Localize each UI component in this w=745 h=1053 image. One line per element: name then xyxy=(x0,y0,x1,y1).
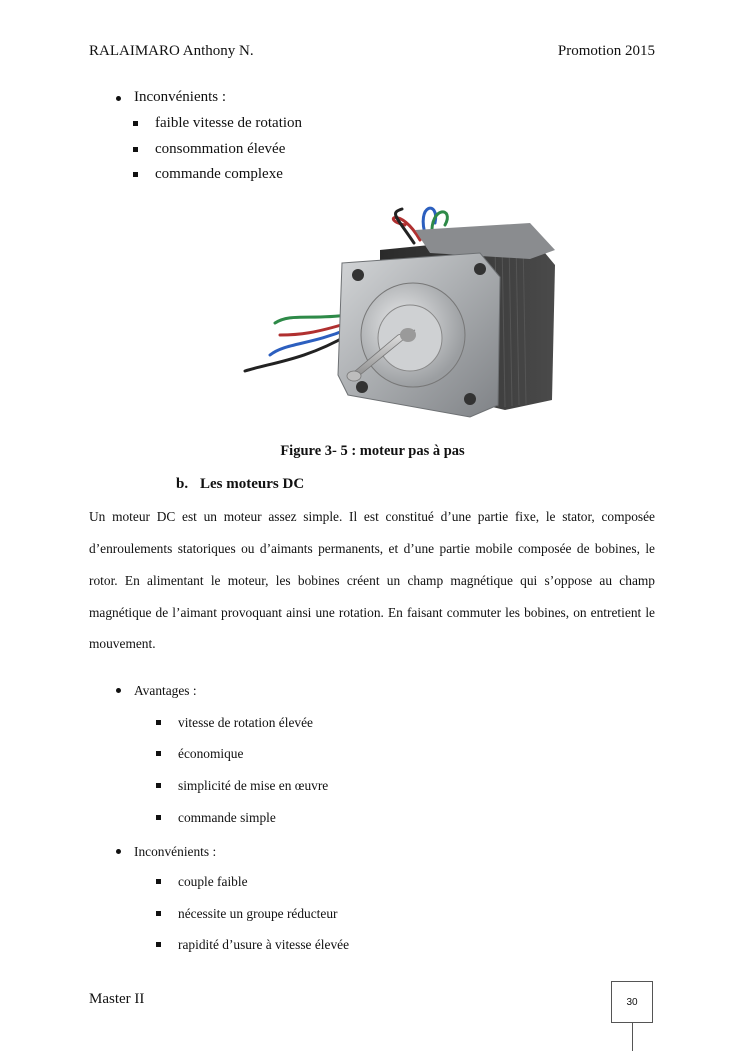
list-title: Inconvénients : xyxy=(134,89,227,105)
bullet-square-icon xyxy=(156,911,161,916)
bullet-square-icon xyxy=(156,783,161,788)
paragraph-line: mouvement. xyxy=(89,636,156,651)
list-item: économique xyxy=(178,746,244,761)
list-item: simplicité de mise en œuvre xyxy=(178,778,329,793)
list-item: commande complexe xyxy=(155,166,283,182)
list-title: Inconvénients : xyxy=(134,844,217,859)
list-item: rapidité d’usure à vitesse élevée xyxy=(178,937,350,952)
bullet-square-icon xyxy=(133,121,138,126)
bullet-square-icon xyxy=(156,751,161,756)
list-title: Avantages : xyxy=(134,683,197,698)
list-item: consommation élevée xyxy=(155,141,286,157)
bullet-square-icon xyxy=(133,147,138,152)
bullet-dot-icon xyxy=(116,688,121,693)
bullet-dot-icon xyxy=(116,849,121,854)
bullet-square-icon xyxy=(156,720,161,725)
header-author: RALAIMARO Anthony N. xyxy=(89,43,254,59)
paragraph-line: rotor. En alimentant le moteur, les bobines créent un champ magnétique qui s’oppose au champ xyxy=(89,573,655,588)
list-item: commande simple xyxy=(178,810,276,825)
bullet-square-icon xyxy=(156,815,161,820)
list-item: faible vitesse de rotation xyxy=(155,115,303,131)
paragraph-line: magnétique de l’aimant provoquant ainsi une rotation. En faisant commuter les bobines, on entretient le xyxy=(89,605,655,620)
list-item: couple faible xyxy=(178,874,248,889)
bullet-square-icon xyxy=(156,879,161,884)
footer-label: Master II xyxy=(89,991,145,1007)
list-item: nécessite un groupe réducteur xyxy=(178,906,338,921)
paragraph-line: Un moteur DC est un moteur assez simple. Il est constitué d’une partie fixe, le stator, composée xyxy=(89,509,655,524)
bullet-square-icon xyxy=(133,172,138,177)
page-number-line xyxy=(632,1023,633,1051)
bullet-square-icon xyxy=(156,942,161,947)
section-title: Les moteurs DC xyxy=(200,476,305,492)
bullet-dot-icon xyxy=(116,96,121,101)
list-item: vitesse de rotation élevée xyxy=(178,715,313,730)
paragraph-line: d’enroulements statoriques ou d’aimants permanents, et d’une partie mobile composée de bobines, le xyxy=(89,541,655,556)
section-letter: b. xyxy=(176,476,189,492)
header-promotion: Promotion 2015 xyxy=(557,43,655,59)
stepper-motor-image xyxy=(230,195,580,425)
page-number: 30 xyxy=(611,981,653,1023)
figure-caption: Figure 3- 5 : moteur pas à pas xyxy=(280,443,465,459)
